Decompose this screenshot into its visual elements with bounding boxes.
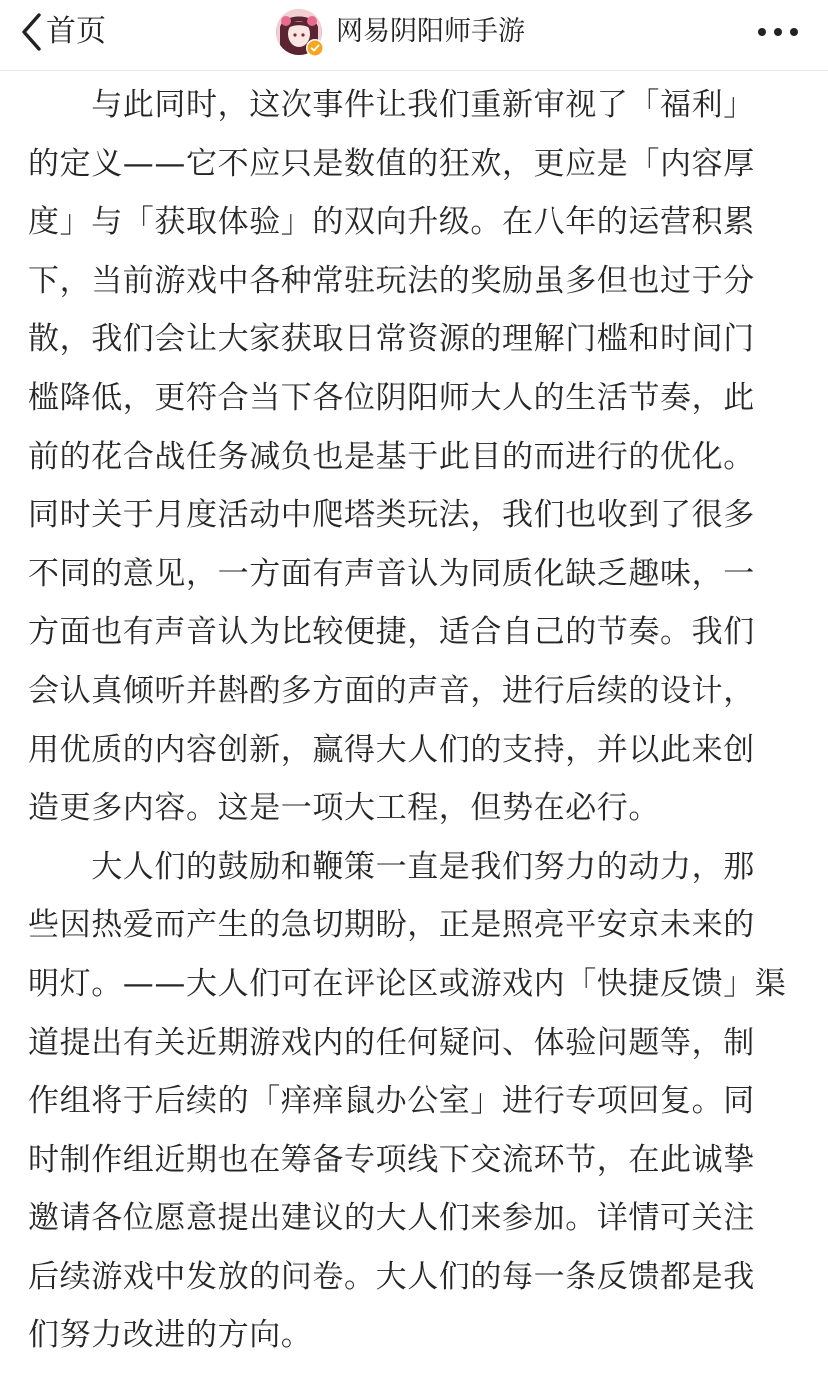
article-line: 与此同时，这次事件让我们重新审视了「福利」 [28, 87, 755, 123]
article-line: 些因热爱而产生的急切期盼，正是照亮平安京未来的 [28, 907, 755, 944]
article-line: 时制作组近期也在筹备专项线下交流环节，在此诚挚 [28, 1141, 755, 1178]
back-button[interactable] [20, 10, 106, 54]
account-name[interactable]: 网易阴阳师手游 [336, 16, 525, 47]
article-line: 的定义——它不应只是数值的狂欢，更应是「内容厚 [28, 145, 755, 182]
more-dots-icon [756, 33, 800, 52]
verified-badge-circle [308, 41, 323, 56]
article-line: 大人们的鼓励和鞭策一直是我们努力的动力，那 [28, 848, 755, 885]
article-line: 前的花合战任务减负也是基于此目的而进行的优化。 [28, 438, 755, 475]
article-line: 下，当前游戏中各种常驻玩法的奖励虽多但也过于分 [28, 262, 755, 299]
more-button[interactable] [756, 16, 800, 48]
chevron-left-icon [20, 12, 42, 52]
article-line: 明灯。——大人们可在评论区或游戏内「快捷反馈」渠 [28, 965, 787, 1002]
article-line: 邀请各位愿意提出建议的大人们来参加。详情可关注 [28, 1200, 755, 1237]
top-navigation-bar [0, 0, 828, 71]
article-line: 方面也有声音认为比较便捷，适合自己的节奏。我们 [28, 614, 755, 651]
article-line: 造更多内容。这是一项大工程，但势在必行。 [28, 790, 660, 827]
article-body [28, 76, 808, 1365]
article-line: 槛降低，更符合当下各位阴阳师大人的生活节奏，此 [28, 379, 755, 416]
article-line: 后续游戏中发放的问卷。大人们的每一条反馈都是我 [28, 1258, 755, 1295]
article-line: 作组将于后续的「痒痒鼠办公室」进行专项回复。同 [28, 1083, 755, 1120]
avatar[interactable] [276, 9, 322, 55]
article-line: 道提出有关近期游戏内的任何疑问、体验问题等，制 [28, 1024, 755, 1061]
verified-badge-icon [306, 39, 324, 57]
back-label: 首页 [46, 14, 106, 49]
article-line: 同时关于月度活动中爬塔类玩法，我们也收到了很多 [28, 497, 755, 534]
article-line: 散，我们会让大家获取日常资源的理解门槛和时间门 [28, 321, 755, 358]
account-header[interactable] [276, 8, 525, 56]
article-line: 们努力改进的方向。 [28, 1317, 313, 1354]
article-line: 用优质的内容创新，赢得大人们的支持，并以此来创 [28, 731, 755, 768]
article-line: 会认真倾听并斟酌多方面的声音，进行后续的设计， [28, 672, 755, 709]
article-line: 度」与「获取体验」的双向升级。在八年的运营积累 [28, 204, 755, 241]
article-line: 不同的意见，一方面有声音认为同质化缺乏趣味，一 [28, 555, 755, 592]
